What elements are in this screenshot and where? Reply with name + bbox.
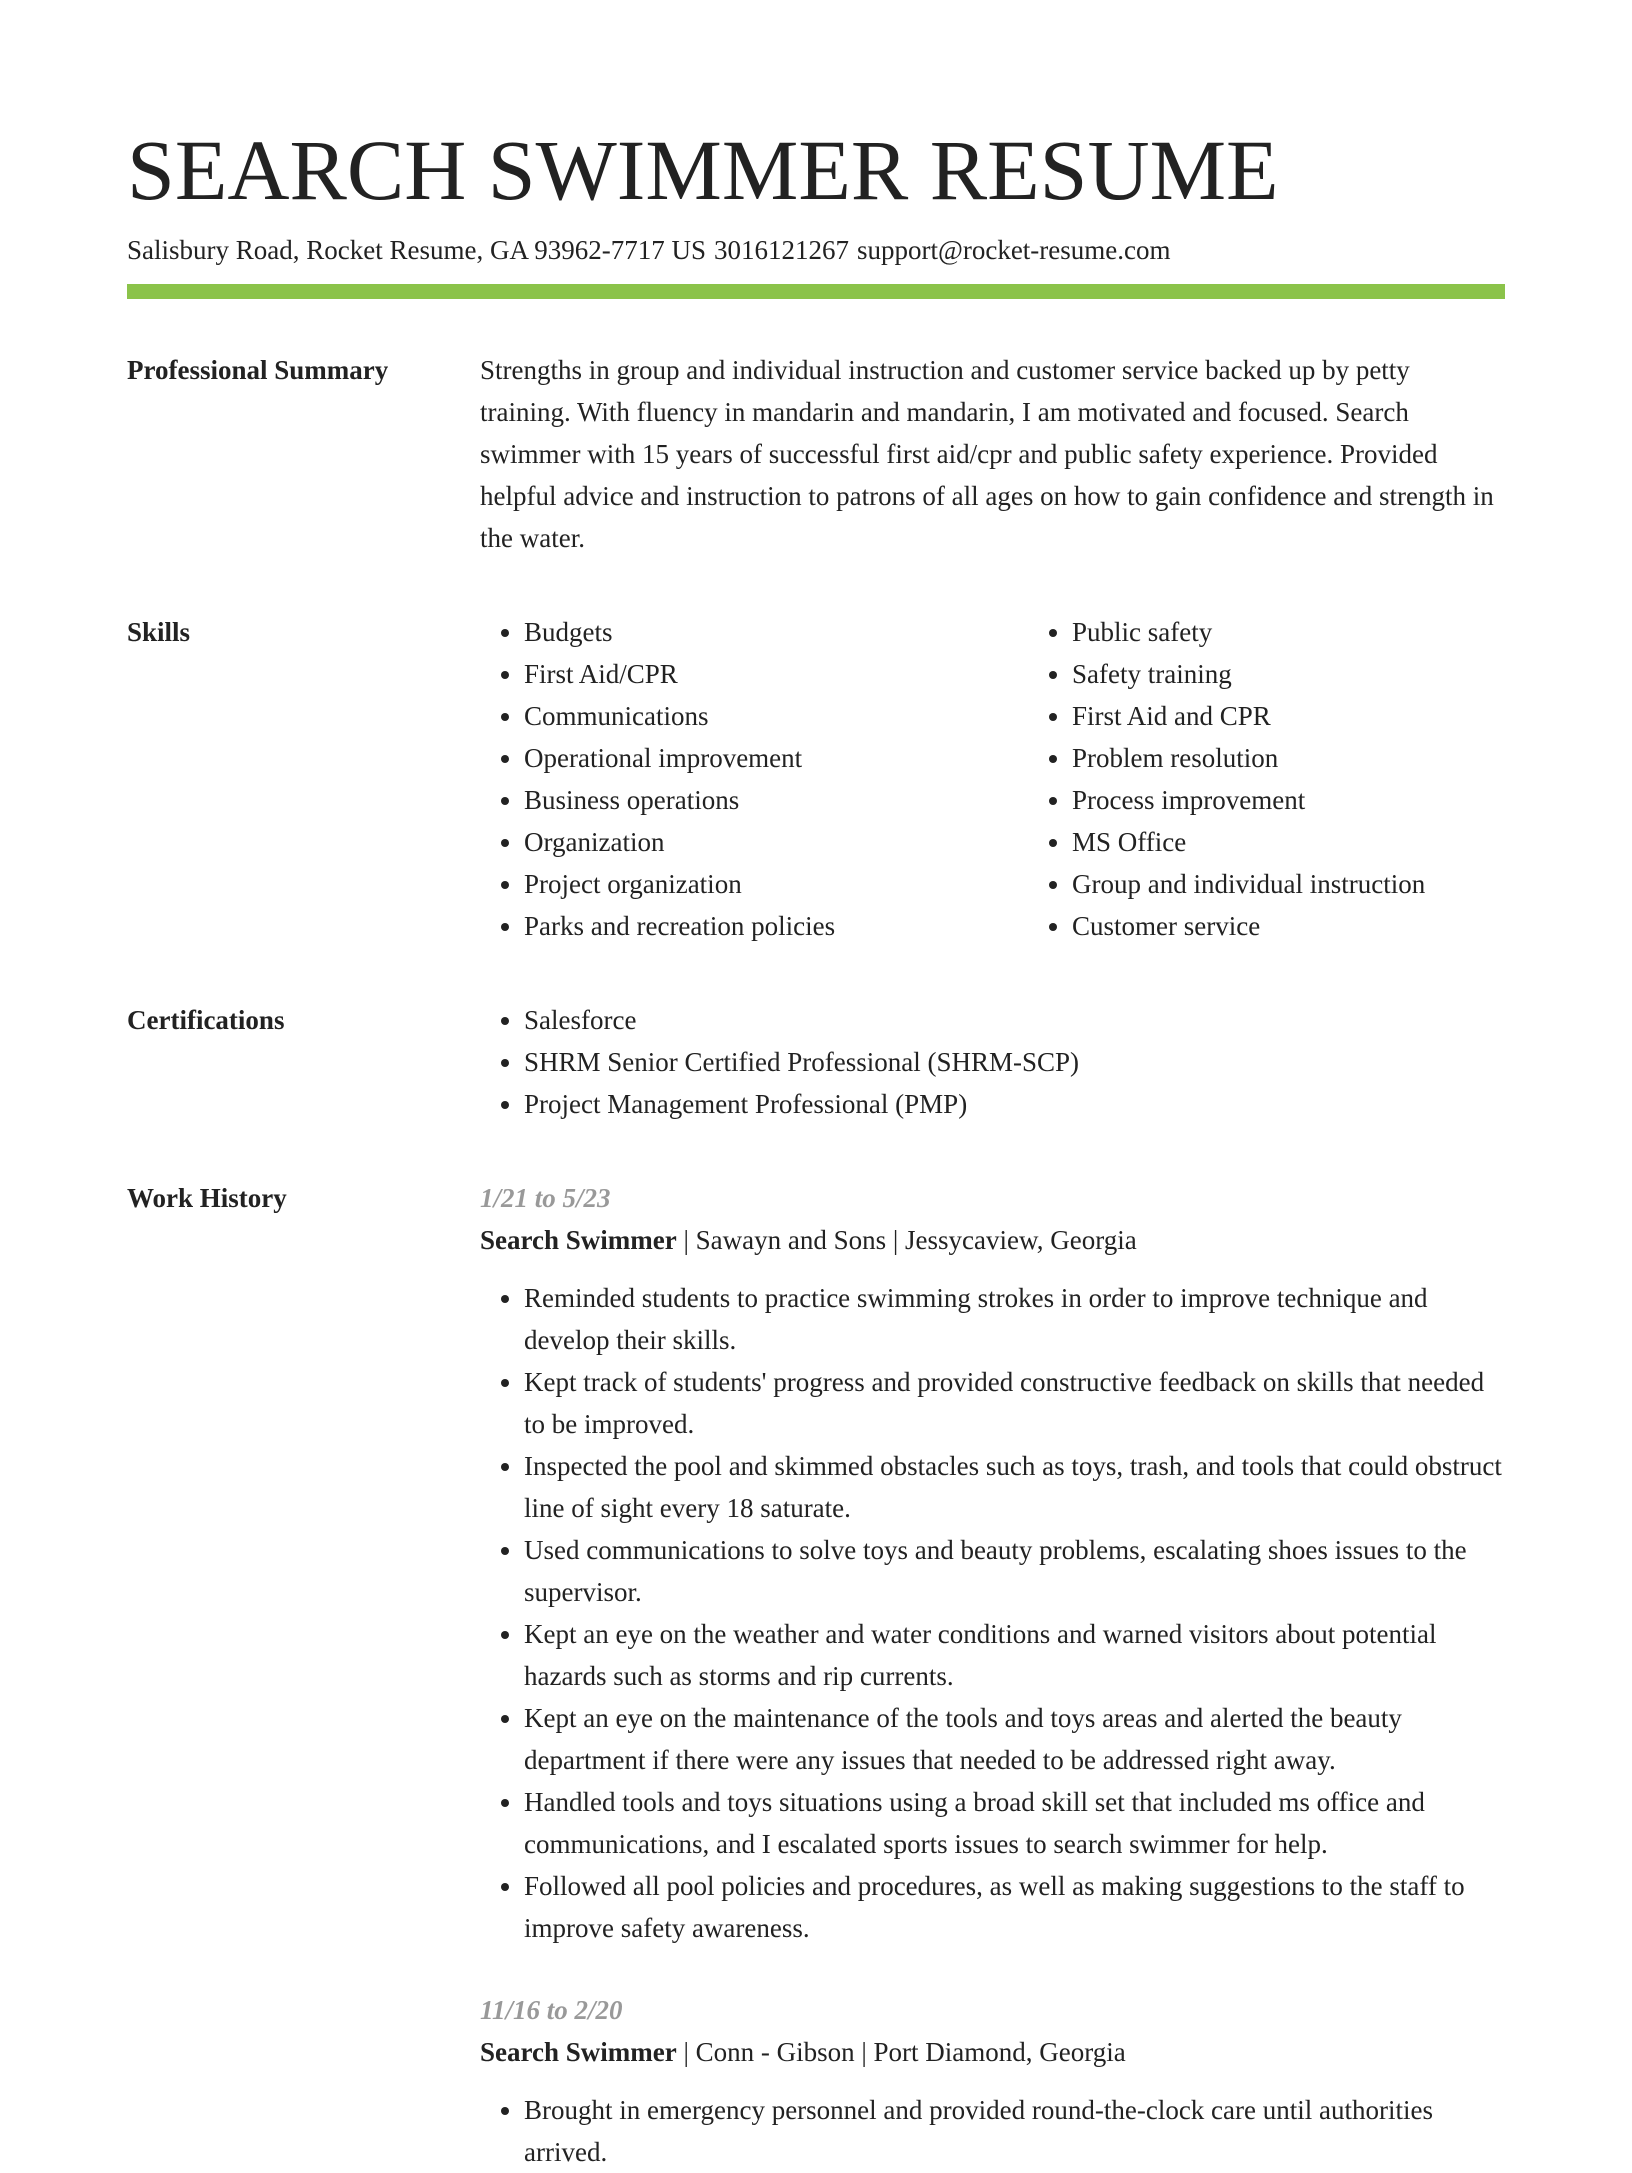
job-title-line (480, 2031, 1505, 2073)
header-divider (127, 284, 1505, 299)
certification-item: • Salesforce (524, 999, 1505, 1041)
work-history-heading: Work History (127, 1183, 287, 1213)
skill-item: • Process improvement (1072, 779, 1576, 821)
skill-item: • First Aid and CPR (1072, 695, 1576, 737)
job-bullet: • Followed all pool policies and procedures, as well as making suggestions to the staff to improve safety awareness. (524, 1865, 1505, 1949)
skill-item: • Business operations (524, 779, 1028, 821)
certifications-heading: Certifications (127, 1005, 285, 1035)
skill-item: • Budgets (524, 611, 1028, 653)
skill-item: • MS Office (1072, 821, 1576, 863)
contact-address: Salisbury Road, Rocket Resume, GA 93962-7717 US (127, 235, 706, 265)
skill-item: • First Aid/CPR (524, 653, 1028, 695)
job-title-line (480, 1219, 1505, 1261)
job-title: Search Swimmer (480, 2037, 677, 2067)
summary-section (127, 349, 1505, 559)
skill-item: • Operational improvement (524, 737, 1028, 779)
certification-item: • Project Management Professional (PMP) (524, 1083, 1505, 1125)
job-bullet: • Reminded students to practice swimming strokes in order to improve technique and develop their skills. (524, 1277, 1505, 1361)
skills-list-left (480, 611, 1028, 947)
certification-item: • SHRM Senior Certified Professional (SHRM-SCP) (524, 1041, 1505, 1083)
job-dates: 11/16 to 2/20 (480, 1995, 623, 2025)
resume-page (127, 120, 1505, 2173)
skill-item: • Safety training (1072, 653, 1576, 695)
job-entry (480, 1177, 1505, 1949)
skills-section (127, 611, 1505, 947)
contact-line (127, 232, 1505, 268)
skills-list-right (1028, 611, 1576, 947)
summary-text: Strengths in group and individual instruction and customer service backed up by petty training. With fluency in mandarin and mandarin, I am motivated and focused. Search swimmer with 15 years of successful first aid/cpr and public safety experience. Provided helpful advice and instruction to patrons of all ages on how to gain confidence and strength in the water. (480, 355, 1494, 553)
contact-email: support@rocket-resume.com (856, 235, 1171, 265)
certifications-list (480, 999, 1505, 1125)
job-bullet: • Kept an eye on the weather and water conditions and warned visitors about potential hazards such as storms and rip currents. (524, 1613, 1505, 1697)
job-bullets (480, 1277, 1505, 1949)
resume-name: SEARCH SWIMMER RESUME (127, 122, 1279, 218)
job-bullet: • Kept track of students' progress and provided constructive feedback on skills that needed to be improved. (524, 1361, 1505, 1445)
certifications-section (127, 999, 1505, 1125)
skill-item: • Parks and recreation policies (524, 905, 1028, 947)
work-history-section (127, 1177, 1505, 2173)
job-bullet: • Kept an eye on the maintenance of the tools and toys areas and alerted the beauty department if there were any issues that needed to be addressed right away. (524, 1697, 1505, 1781)
skills-heading: Skills (127, 617, 191, 647)
summary-heading: Professional Summary (127, 355, 389, 385)
job-entry (480, 1989, 1505, 2173)
job-bullet: • Inspected the pool and skimmed obstacles such as toys, trash, and tools that could obstruct line of sight every 18 saturate. (524, 1445, 1505, 1529)
job-bullet: • Handled tools and toys situations using a broad skill set that included ms office and communications, and I escalated sports issues to search swimmer for help. (524, 1781, 1505, 1865)
skill-item: • Communications (524, 695, 1028, 737)
job-title: Search Swimmer (480, 1225, 677, 1255)
job-bullet: • Brought in emergency personnel and provided round-the-clock care until authorities arrived. (524, 2089, 1505, 2173)
skill-item: • Public safety (1072, 611, 1576, 653)
job-bullet: • Used communications to solve toys and beauty problems, escalating shoes issues to the supervisor. (524, 1529, 1505, 1613)
job-details: | Sawayn and Sons | Jessycaview, Georgia (676, 1225, 1137, 1255)
job-bullets (480, 2089, 1505, 2173)
job-details: | Conn - Gibson | Port Diamond, Georgia (676, 2037, 1126, 2067)
skill-item: • Problem resolution (1072, 737, 1576, 779)
job-dates: 1/21 to 5/23 (480, 1183, 611, 1213)
skill-item: • Organization (524, 821, 1028, 863)
skill-item: • Customer service (1072, 905, 1576, 947)
contact-phone: 3016121267 (713, 235, 849, 265)
skill-item: • Project organization (524, 863, 1028, 905)
skill-item: • Group and individual instruction (1072, 863, 1576, 905)
